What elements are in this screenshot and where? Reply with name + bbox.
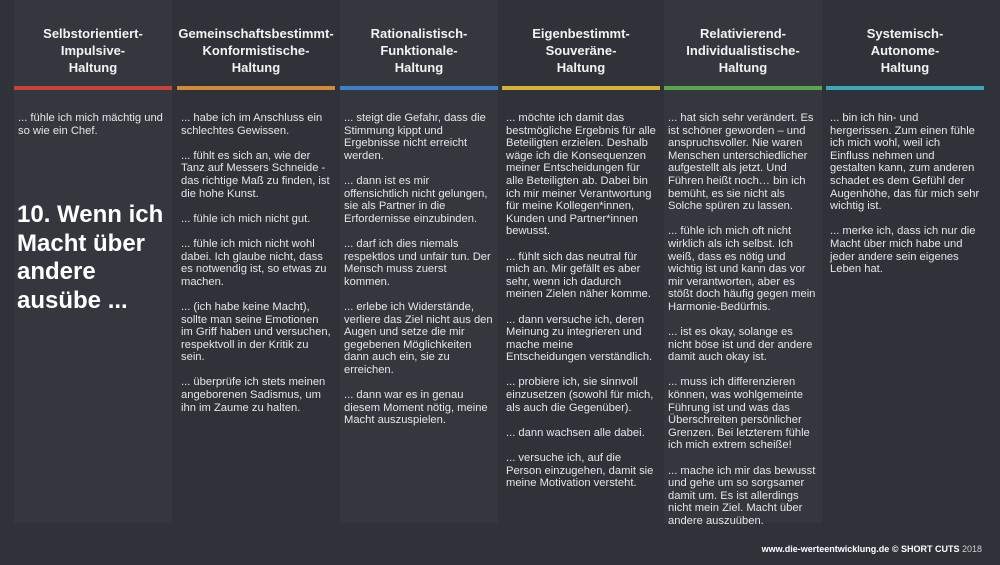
statement: ... dann versuche ich, deren Meinung zu integrieren und mache meine Entscheidungen verständlich.: [506, 313, 653, 364]
statement: ... überprüfe ich stets meinen angeborenen Sadismus, um ihn im Zaume zu halten.: [181, 376, 326, 414]
column-body: [181, 112, 331, 427]
statement: ... fühle ich mich mächtig und so wie ein Chef.: [18, 112, 163, 137]
statement: ... darf ich dies niemals respektlos und unfair tun. Der Mensch muss zuerst kommen.: [344, 237, 491, 288]
column-body: [344, 112, 494, 439]
statement: ... fühle ich mich nicht gut.: [181, 212, 311, 225]
column-color-bar: [177, 86, 335, 90]
footer-year: 2018: [961, 544, 982, 554]
column-heading: Relativierend- Individualistische- Haltung: [686, 26, 800, 75]
footer-brand: © SHORT CUTS: [891, 544, 960, 554]
column-4: [502, 0, 660, 523]
statement: ... muss ich differenzieren können, was wohlgemeinte Führung ist und was das Überschreiten persönlicher Grenzen. Bei letzterem fühle ich mich extrem scheiße!: [668, 376, 810, 452]
column-5: [664, 0, 822, 527]
statement: ... habe ich im Anschluss ein schlechtes Gewissen.: [181, 112, 323, 137]
statement: ... steigt die Gefahr, dass die Stimmung kippt und Ergebnisse nicht erreicht werden.: [344, 112, 486, 162]
statement: ... fühlt sich das neutral für mich an. Mir gefällt es aber sehr, wenn ich dadurch meinen Zielen näher komme.: [506, 250, 651, 301]
statement: ... bin ich hin- und hergerissen. Zum einen fühle ich mich wohl, weil ich Einfluss nehmen und gestalten kann, zum anderen schadet es dem Gefühl der Augenhöhe, das für mich sehr wichtig ist.: [830, 112, 980, 213]
statement: ... merke ich, dass ich nur die Macht über mich habe und jeder andere sein eigenes Leben hat.: [830, 225, 976, 276]
footer: [762, 544, 982, 554]
column-color-bar: [664, 86, 822, 90]
column-2: [177, 0, 335, 523]
column-body: [668, 112, 818, 540]
statement: ... fühle ich mich nicht wohl dabei. Ich glaube nicht, dass es notwendig ist, so etwas zu machen.: [181, 237, 327, 288]
statement: ... erlebe ich Widerstände, verliere das Ziel nicht aus den Augen und setze die mir gegebenen Möglichkeiten dann auch ein, sie zu erreichen.: [344, 300, 493, 376]
statement: ... dann war es in genau diesem Moment nötig, meine Macht auszuspielen.: [344, 389, 488, 427]
column-heading: Selbstorientiert- Impulsive- Haltung: [43, 26, 143, 75]
column-color-bar: [826, 86, 984, 90]
column-heading: Rationalistisch- Funktionale- Haltung: [370, 26, 468, 75]
column-body: [830, 112, 980, 288]
statement: ... hat sich sehr verändert. Es ist schöner geworden – und anspruchsvoller. Nie waren Menschen unterschiedlicher aufgestellt als jetzt. Und Führen heißt noch… bin ich bemüht, es sie nicht als Solche spüren zu lassen.: [668, 112, 814, 213]
column-body: [506, 112, 656, 502]
column-color-bar: [14, 86, 172, 90]
column-3: [340, 0, 498, 523]
column-color-bar: [502, 86, 660, 90]
column-color-bar: [340, 86, 498, 90]
footer-url[interactable]: www.die-werteentwicklung.de: [761, 544, 890, 554]
column-heading: Eigenbestimmt- Souveräne- Haltung: [532, 26, 630, 75]
column-body: [18, 112, 168, 150]
statement: ... probiere ich, sie sinnvoll einzusetzen (sowohl für mich, als auch die Gegenüber).: [506, 376, 654, 414]
statement: ... (ich habe keine Macht), sollte man seine Emotionen im Griff haben und versuchen, respektvoll in der Kritik zu sein.: [181, 300, 331, 364]
statement: ... versuche ich, auf die Person einzugehen, damit sie meine Motivation versteht.: [506, 452, 654, 490]
statement: ... dann ist es mir offensichtlich nicht gelungen, sie als Partner in die Erfordernisse einzubinden.: [344, 174, 488, 225]
statement: ... dann wachsen alle dabei.: [506, 426, 645, 439]
column-6: [826, 0, 984, 523]
question-title: 10. Wenn ich Macht über andere ausübe ...: [17, 201, 164, 314]
column-heading: Gemeinschaftsbestimmt- Konformistische- Haltung: [178, 26, 334, 75]
statement: ... ist es okay, solange es nicht böse ist und der andere damit auch okay ist.: [668, 326, 813, 364]
statement: ... fühle ich mich oft nicht wirklich als ich selbst. Ich weiß, dass es nötig und wichtig ist und kann das vor mir verantworten, aber es stößt doch häufig gegen mein Harmonie-Bedürfnis.: [668, 225, 816, 313]
statement: ... mache ich mir das bewusst und gehe um so sorgsamer damit um. Es ist allerdings nicht mein Ziel. Macht über andere auszuüben.: [668, 464, 816, 527]
statement: ... fühlt es sich an, wie der Tanz auf Messers Schneide - das richtige Maß zu finden, ist die hohe Kunst.: [181, 149, 330, 200]
statement: ... möchte ich damit das bestmögliche Ergebnis für alle Beteiligten erzielen. Deshalb wäge ich die Konsequenzen meiner Entscheidungen für alle Beteiligten ab. Dabei bin ich mir meiner Verantwortung für meine Kollegen*innen, Kunden und Partner*innen bewusst.: [506, 112, 656, 238]
column-heading: Systemisch- Autonome- Haltung: [866, 26, 944, 75]
